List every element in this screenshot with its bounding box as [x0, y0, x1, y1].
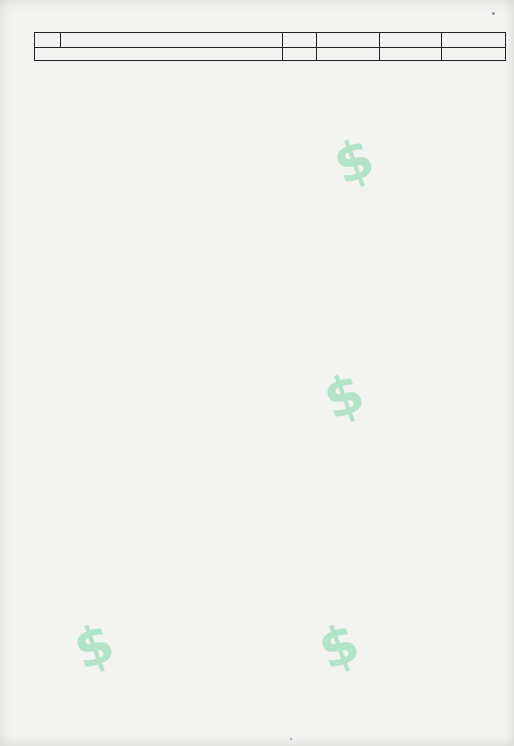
scan-speck — [290, 738, 292, 740]
contents-table — [34, 32, 506, 61]
watermark-logo-icon: $ — [315, 360, 373, 433]
total-row — [35, 48, 506, 61]
watermark-logo-icon: $ — [310, 610, 368, 683]
watermark-logo-icon: $ — [65, 610, 123, 683]
scan-speck — [492, 12, 495, 15]
total-label — [35, 48, 283, 61]
total-b — [380, 48, 442, 61]
watermark-logo-icon: $ — [325, 125, 383, 198]
section-title — [61, 33, 283, 48]
total-c — [442, 48, 506, 61]
section-total-b — [380, 33, 442, 48]
section-total-a — [317, 33, 380, 48]
total-a — [317, 48, 380, 61]
section-row — [35, 33, 506, 48]
section-total-c — [442, 33, 506, 48]
